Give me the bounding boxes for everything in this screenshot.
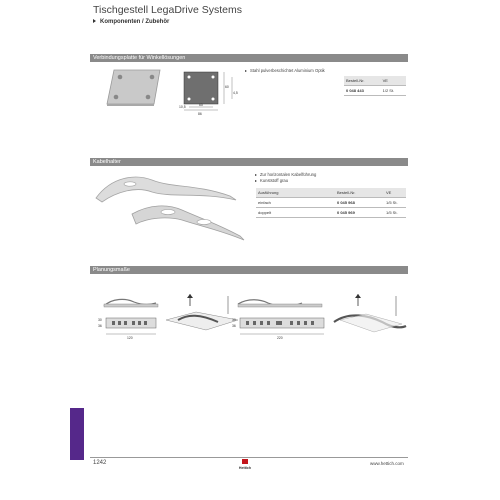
hettich-logo	[238, 459, 252, 470]
chapter-tab	[70, 408, 84, 460]
section-bar-planning-dimensions: Planungsmaße	[90, 266, 408, 274]
dim-width-single-b: 36	[98, 324, 102, 328]
table-row	[256, 208, 406, 218]
dim-plate-width: 86	[198, 112, 202, 116]
pack-unit-cell: 1/5 St.	[384, 208, 406, 218]
pack-unit-cell: 1/2 St.	[381, 86, 406, 96]
table-header-row	[344, 76, 406, 86]
order-number-cell: 0 048 443	[344, 86, 381, 96]
page-subtitle-text: Komponenten / Zubehör	[100, 19, 170, 25]
perspective-double	[334, 294, 406, 332]
variant-cell: doppelt	[256, 208, 335, 218]
table-header-row	[256, 188, 406, 198]
dim-length-double: 220	[277, 336, 283, 340]
table-row	[344, 86, 406, 96]
perspective-single	[166, 294, 238, 330]
cable-holder-photo	[92, 170, 252, 242]
section1-bullets	[245, 68, 325, 74]
column-header: VE	[381, 76, 406, 86]
website-url: www.hettich.com	[370, 461, 404, 466]
section-bar-connector-plate: Verbindungsplatte für Winkellösungen	[90, 54, 408, 62]
footer-divider	[90, 457, 408, 458]
page-number: 1242	[93, 460, 107, 466]
dim-width-double-a: 30	[232, 318, 236, 322]
bullet-item: Kunststoff grau	[255, 178, 316, 184]
planning-drawings	[96, 290, 408, 346]
column-header: Ausführung	[256, 188, 335, 198]
arrow-right-icon	[93, 19, 96, 23]
page-title: Tischgestell LegaDrive Systems	[93, 4, 242, 16]
table-row	[256, 198, 406, 208]
bullet-item: Stahl pulverbeschichtet Aluminium Optik	[245, 68, 325, 74]
column-header: Bestell-Nr.	[344, 76, 381, 86]
page-subtitle	[93, 19, 169, 25]
dim-length-single: 120	[127, 336, 133, 340]
order-number-cell: 0 045 969	[335, 208, 384, 218]
section2-order-table	[256, 188, 406, 218]
dim-plate-height: 60	[225, 85, 229, 89]
order-number-cell: 0 045 968	[335, 198, 384, 208]
dim-width-double-b: 36	[232, 324, 236, 328]
dim-hole-diameter: 4,5	[233, 91, 238, 95]
section-bar-cable-holder: Kabelhalter	[90, 158, 408, 166]
bullet-item: Zur horizontalen Kabelführung	[255, 172, 316, 178]
section2-bullets	[255, 172, 316, 184]
column-header: Bestell-Nr.	[335, 188, 384, 198]
dim-width-single-a: 30	[98, 318, 102, 322]
section1-order-table	[344, 76, 406, 96]
column-header: VE	[384, 188, 406, 198]
connector-plate-photo	[104, 68, 164, 108]
dim-edge-offset: 10,5	[179, 105, 186, 109]
brand-name: Hettich	[238, 466, 252, 470]
variant-cell: einfach	[256, 198, 335, 208]
dim-hole-spacing-x: 65	[199, 103, 203, 107]
connector-plate-drawing	[180, 70, 240, 118]
pack-unit-cell: 1/5 St.	[384, 198, 406, 208]
